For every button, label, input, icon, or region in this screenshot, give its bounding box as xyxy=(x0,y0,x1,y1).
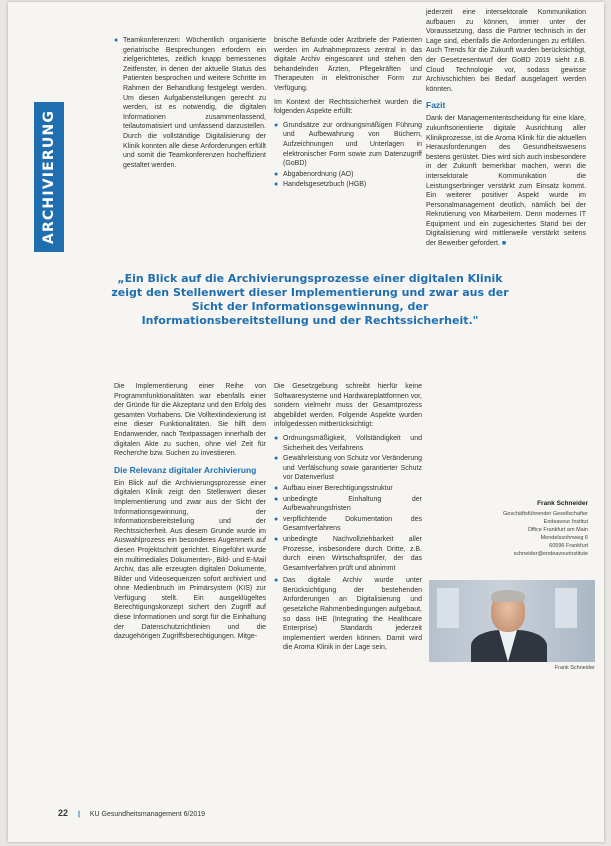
author-email: schneider@endeavourinstitute xyxy=(513,551,588,557)
bullet-list xyxy=(274,121,422,190)
bullet-list xyxy=(114,36,266,170)
list-item: ● verpflichtende Dokumentation des Gesamtverfahrens xyxy=(274,515,422,534)
section-heading: Die Relevanz digitaler Archivierung xyxy=(114,464,257,475)
pull-quote: „Ein Blick auf die Archivierungsprozesse einer digitalen Klinik zeigt den Stellenwert dieser Implementierung und zwar aus der Sicht der Informationsgewinnung, der Informationsbereitstellung und der Rechtssicherheit." xyxy=(111,272,509,327)
list-item: ● Ordnungsmäßigkeit, Vollständigkeit und Sicherheit des Verfahrens xyxy=(274,434,422,453)
column-2-bottom xyxy=(274,382,422,794)
footer-separator: | xyxy=(77,811,80,818)
list-item: ● Gewährleistung von Schutz vor Veränderung und Verfälschung sowie garantierter Schutz vor Datenverlust xyxy=(274,454,422,483)
column-1-bottom xyxy=(114,382,266,794)
list-item: ● unbedingte Nachvollziehbarkeit aller Prozesse, insbesondere durch Dritte, z.B. durch einen Wirtschaftsprüfer, der das Gesamtverfahren prüft und abnimmt xyxy=(274,535,422,573)
bullet-list xyxy=(274,576,422,653)
list-item: ● Abgabenordnung (AO) xyxy=(274,170,422,180)
paragraph: Ein Blick auf die Archivierungsprozesse einer digitalen Klinik zeigt den Stellenwert dieser Implementierung und zwar aus der Sicht der Informationsgewinnung, der Informationsbereitstellung und der Rechtssicherheit. Aus diesem Grunde wurde im Auswahlprozess ein besonderes Augenmerk auf diesen Projektschritt gerichtet. Eingeführt wurde ein multimediales Dokumenten-, Bild- und E-Mail Archiv, das alle erzeugten digitalen Dokumente, Bilder und Videosequenzen sofort archiviert und ohne Medienbruch im Primärsystem (KIS) zur Verfügung stellt. Ein ausgeklügeltes Berechtigungskonzept sichert den Zugriff auf diese Informationen und sorgt für die Einhaltung der Datenschutzrichtlinien und die dazugehörigen Zugriffsberechtigungen. Mitge- xyxy=(114,479,266,641)
paragraph: bnische Befunde oder Arztbriefe der Patienten werden im Aufnahmeprozess zentral in das digitale Archiv eingescannt und stehen den behandelnden Ärzten, Pflegekräften und Therapeuten in elektronischer Form zur Verfügung. xyxy=(274,37,422,92)
page-number: 22 xyxy=(58,808,69,818)
section-heading: Fazit xyxy=(426,100,446,111)
column-2-top xyxy=(274,36,422,256)
author-line: Endeavour Institut xyxy=(543,519,588,525)
column-3 xyxy=(426,8,586,436)
author-photo xyxy=(429,580,595,662)
paragraph: jederzeit eine intersektorale Kommunikation aufbauen zu können, immer unter der Voraussetzung, dass die Partner technisch in der Lage sind, ebenfalls die Anforderungen zu erfüllen. Auch Trends für die Zukunft wurden berücksichtigt, der Gesetzesentwurf der GoBD 2019 sieht z.B. Cloud Technologie vor, sodass gewisse Archivschichten bei Bedarf ausgelagert werden könnten. xyxy=(426,9,586,93)
author-line: Mendelssohnweg 6 xyxy=(540,535,588,541)
author-info xyxy=(438,500,588,558)
author-line: 60596 Frankfurt xyxy=(549,543,588,549)
paragraph-text: Dank der Managemententscheidung für eine klare, zukunftsorientierte digitale Ausrichtung aller Klinikprozesse, ist die Aroma Klinik für die aktuellen Herausforderungen des Gesundheitswesens bestens gerüstet. Dies wird sich auch insbesondere in der Zukunft bemerkbar machen, wenn die intersektorale Kommunikation die Leistungserbringer verstärkt zum Einsatz kommt. Ein weiterer positiver Aspekt wurde im Personalmanagement deutlich, nämlich bei der Rekrutierung von Mitarbeitern. Denn modernes IT Equipment und ein zugesichertes Stand bei der Digitalisierung wird mittlerweile verstärkt seitens der Bewerber gefordert. xyxy=(426,115,586,248)
list-item: ● Das digitale Archiv wurde unter Berücksichtigung der bestehenden Anforderungen an Digitalisierung und gesetzliche Rahmenbedingungen aufgebaut, so dass IHE (Integrating the Healthcare Enterprise) Standards jederzeit implementiert werden können. Damit wird die Aroma Klinik in der Lage sein, xyxy=(274,576,422,653)
list-item: ● Grundsätze zur ordnungsmäßigen Führung und Aufbewahrung von Büchern, Aufzeichnungen und Unterlagen in elektronischer Form sowie zum Datenzugriff (GoBD) xyxy=(274,121,422,169)
list-item: ● Handelsgesetzbuch (HGB) xyxy=(274,180,422,190)
publication-name: KU Gesundheitsmanagement 6/2019 xyxy=(89,811,206,818)
photo-hair xyxy=(491,590,525,602)
magazine-page xyxy=(8,2,604,842)
paragraph: Die Gesetzgebung schreibt hierfür keine Softwaresysteme und Hardwareplattformen vor, sondern vielmehr muss der Gesamtprozess abgebildet werden. Folgende Aspekte wurden infolgedessen mitberücksichtigt: xyxy=(274,383,422,429)
author-name: Frank Schneider xyxy=(537,500,588,507)
photo-background xyxy=(437,588,459,628)
list-item: ● Aufbau einer Berechtigungsstruktur xyxy=(274,484,422,494)
photo-caption: Frank Schneider xyxy=(554,665,595,671)
paragraph: Im Kontext der Rechtssicherheit wurden die folgenden Aspekte erfüllt: xyxy=(274,98,422,116)
author-line: Office Frankfurt am Main xyxy=(527,527,588,533)
page-footer xyxy=(58,808,205,818)
bullet-list xyxy=(274,434,422,573)
list-item: ● unbedingte Einhaltung der Aufbewahrungsfristen xyxy=(274,495,422,514)
end-mark-icon: ■ xyxy=(501,240,507,248)
paragraph: Die Implementierung einer Reihe von Programmfunktionalitäten war ebenfalls einer der Gründe für die Akzeptanz und den Erfolg des gesamten Vorhabens. Die Volltextindexierung ist eine dieser Funktionalitäten. Sie hilft dem Endanwender, nach Textpassagen innerhalb der digitalen Akte zu suchen, ohne viel Zeit für Recherche bzw. Suchen zu investieren. xyxy=(114,383,266,458)
author-line: Geschäftsführender Gesellschafter xyxy=(503,511,588,517)
column-1-top xyxy=(114,36,266,256)
section-label: ARCHIVIERUNG xyxy=(41,109,57,245)
list-item: ● Teamkonferenzen: Wöchentlich organisierte geriatrische Besprechungen erfordern ein zielgerichtetes, zeitlich knapp bemessenes Zeitfenster, in denen der aktuelle Status des Patienten besprochen und weitere Schritte im Rahmen der Behandlung festgelegt werden. Um diesen Aufgabenstellungen gerecht zu werden, ist es notwendig, die digitalen Informationen zusammenfassend, teilautomatisiert und umfassend darzustellen. Durch die vollständige Digitalisierung der Klinik konnten alle diese Anforderungen erfüllt und somit die Teamkonferenzen hocheffizient gestaltet werden. xyxy=(114,36,266,170)
section-tab xyxy=(34,102,64,252)
paragraph xyxy=(426,114,586,248)
photo-background xyxy=(555,588,577,628)
